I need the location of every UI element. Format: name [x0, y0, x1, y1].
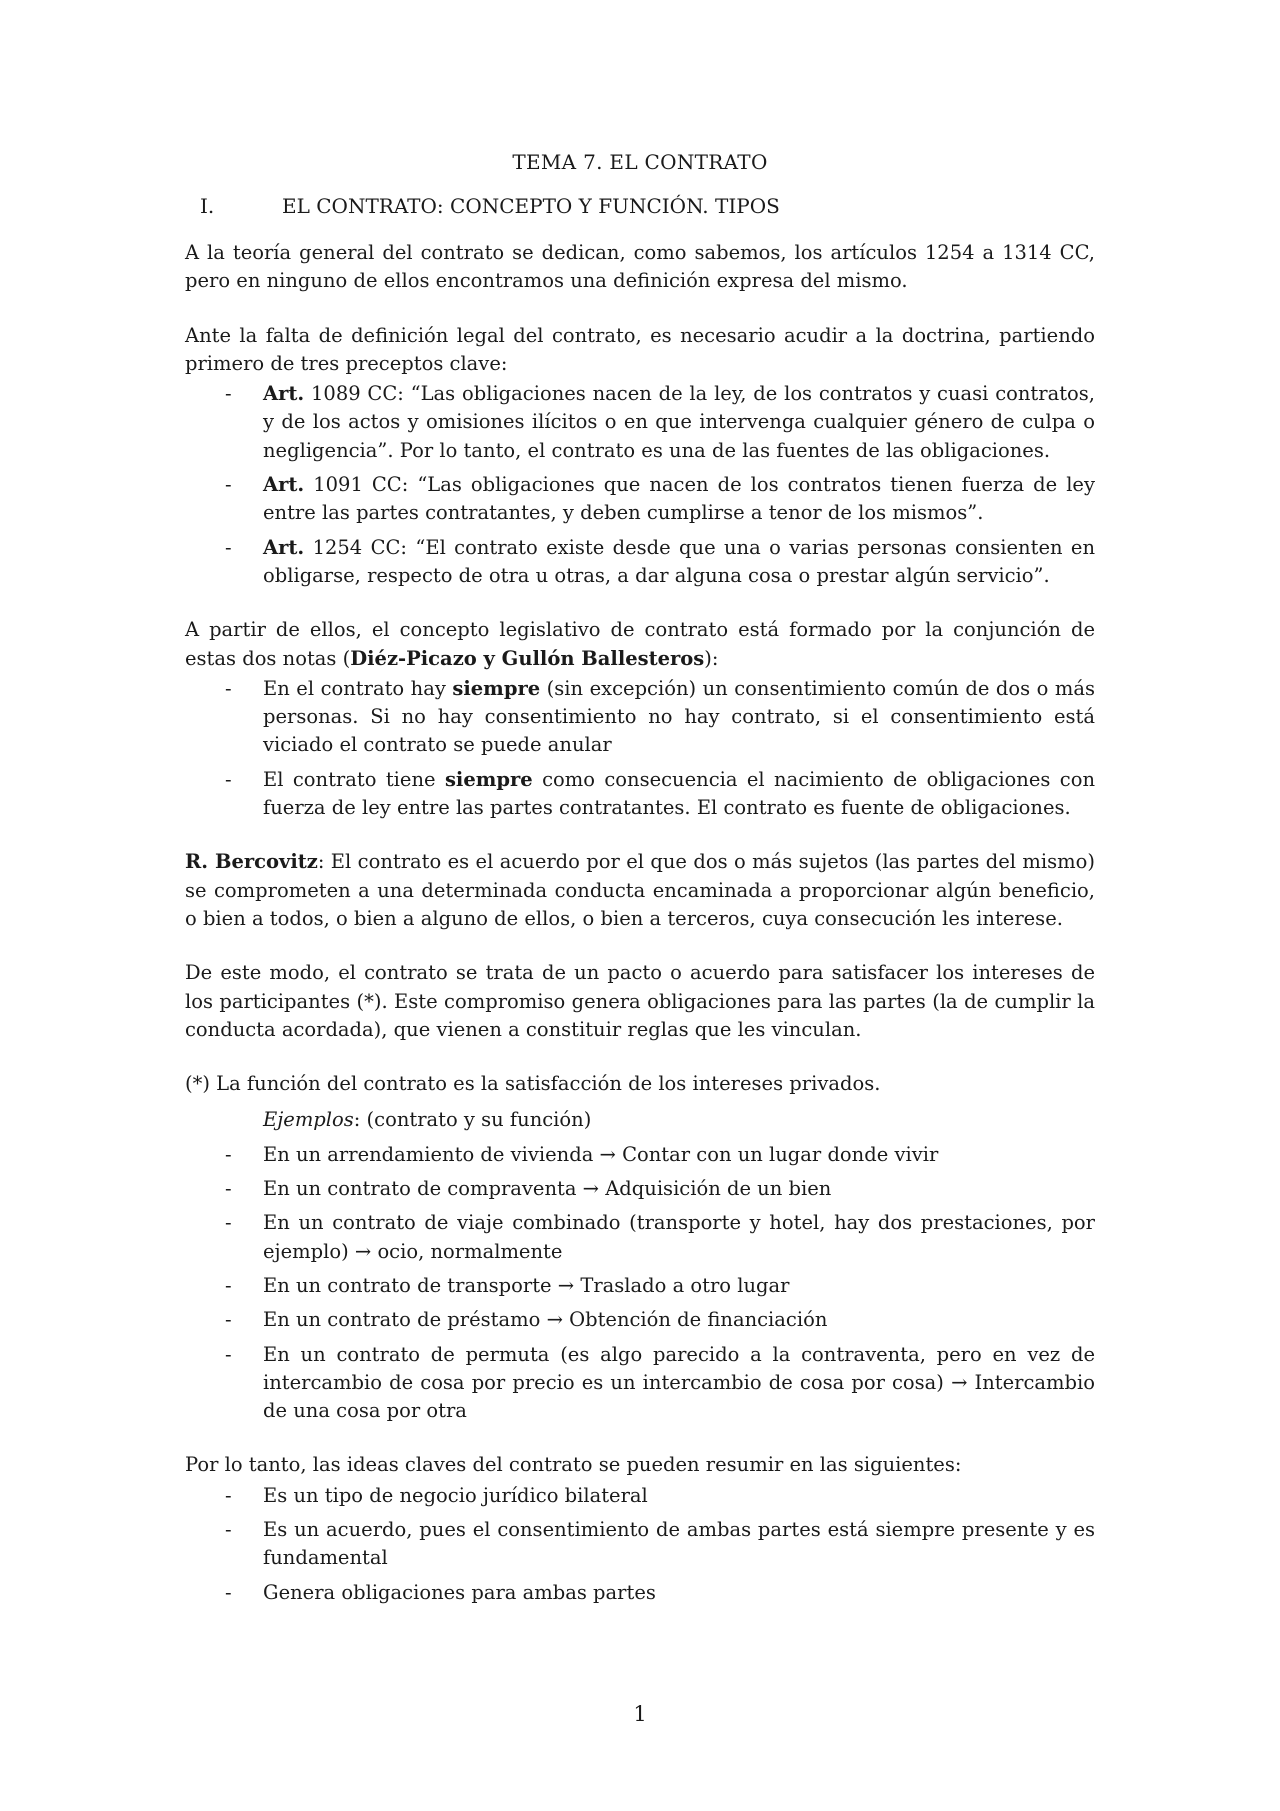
example-result: Traslado a otro lugar [580, 1273, 790, 1297]
list-item [185, 1306, 1095, 1334]
arrow-icon: → [354, 1239, 372, 1263]
article-list [185, 380, 1095, 590]
list-item [185, 534, 1095, 591]
article-num: 1091 CC [313, 473, 402, 497]
bercovitz-text: : El contrato es el acuerdo por el que dos o más sujetos (las partes del mismo) se comprometen a una determinada conducta encaminada a proporcionar algún beneficio, o bien a todos, o bien a alguno de ellos, o bien a terceros, cuya consecución les interese. [185, 850, 1095, 930]
example-result: Contar con un lugar donde vivir [622, 1142, 939, 1166]
dash-bullet: - [225, 382, 232, 406]
example-text: En un contrato de transporte [263, 1273, 552, 1297]
example-text: En un contrato de compraventa [263, 1177, 577, 1201]
list-item [185, 1175, 1095, 1203]
article-ref: Art. [263, 473, 305, 497]
list-item [185, 471, 1095, 528]
list-item [185, 1272, 1095, 1300]
article-text: “El contrato existe desde que una o varias personas consienten en obligarse, respecto de otra u otras, a dar alguna cosa o prestar algún servicio”. [263, 535, 1096, 587]
author-name: R. Bercovitz [185, 850, 318, 874]
paragraph-pact: De este modo, el contrato se trata de un pacto o acuerdo para satisfacer los intereses de los participantes (*). Este compromiso genera obligaciones para las partes (la de cumplir la conducta acordada), que vienen a constituir reglas que les vinculan. [185, 961, 1095, 1041]
section-title: EL CONTRATO: CONCEPTO Y FUNCIÓN. TIPOS [282, 194, 780, 218]
list-item [185, 675, 1095, 760]
dash-bullet: - [225, 1342, 232, 1366]
article-text: “Las obligaciones que nacen de los contratos tienen fuerza de ley entre las partes contratantes, y deben cumplirse a tenor de los mismos”. [263, 473, 1095, 525]
examples-heading [185, 1106, 1095, 1134]
example-result: Adquisición de un bien [605, 1177, 832, 1201]
example-result: ocio, normalmente [377, 1239, 563, 1263]
example-result: Intercambio de una cosa por otra [263, 1370, 1096, 1423]
concept-pre: A partir de ellos, el concepto legislativo de contrato está formado por la conjunción de estas dos notas ( [185, 618, 1095, 670]
key-idea-text: Es un acuerdo, pues el consentimiento de ambas partes está siempre presente y es fundamental [263, 1517, 1095, 1570]
list-item [185, 1579, 1095, 1607]
dash-bullet: - [225, 1483, 232, 1507]
section-number: I. [200, 194, 215, 218]
dash-bullet: - [225, 1580, 232, 1604]
paragraph-function: (*) La función del contrato es la satisfacción de los intereses privados. [185, 1072, 881, 1096]
key-idea-text: Genera obligaciones para ambas partes [263, 1580, 656, 1604]
dash-bullet: - [225, 473, 232, 497]
dash-bullet: - [225, 1142, 232, 1166]
dash-bullet: - [225, 676, 232, 700]
list-item [185, 380, 1095, 465]
arrow-icon: → [582, 1177, 600, 1201]
example-text: En un arrendamiento de vivienda [263, 1142, 594, 1166]
example-text: En un contrato de permuta (es algo parecido a la contraventa, pero en vez de intercambio de cosa por precio es un intercambio de cosa por cosa) [263, 1342, 1095, 1394]
dash-bullet: - [225, 535, 232, 559]
article-sep: : [401, 473, 409, 497]
examples-list [185, 1141, 1095, 1426]
paragraph-definition-lead: Ante la falta de definición legal del contrato, es necesario acudir a la doctrina, partiendo primero de tres preceptos clave: [185, 323, 1095, 375]
dash-bullet: - [225, 1517, 232, 1541]
list-item [185, 766, 1095, 823]
arrow-icon: → [951, 1370, 968, 1394]
note-pre: En el contrato hay [263, 676, 453, 700]
note-post: como consecuencia el nacimiento de obligaciones con fuerza de ley entre las partes contratantes. El contrato es fuente de obligaciones. [263, 767, 1096, 820]
article-num: 1089 CC [311, 382, 398, 406]
arrow-icon: → [557, 1273, 575, 1297]
key-ideas-list [185, 1482, 1095, 1607]
article-sep: : [400, 535, 407, 559]
example-text: En un contrato de viaje combinado (transporte y hotel, hay dos prestaciones, por ejemplo) [263, 1211, 1095, 1263]
article-num: 1254 CC [312, 535, 401, 559]
key-idea-text: Es un tipo de negocio jurídico bilateral [263, 1483, 648, 1507]
examples-suffix: : (contrato y su función) [353, 1108, 592, 1132]
arrow-icon: → [546, 1308, 563, 1332]
document-title: TEMA 7. EL CONTRATO [512, 150, 768, 174]
concept-authors: Diéz-Picazo y Gullón Ballesteros [350, 646, 705, 670]
page-number: 1 [633, 1702, 647, 1726]
paragraph-concept [185, 616, 1095, 673]
article-sep: : [397, 382, 404, 406]
article-ref: Art. [263, 535, 305, 559]
article-text: “Las obligaciones nacen de la ley, de los contratos y cuasi contratos, y de los actos y omisiones ilícitos o en que intervenga cualquier género de culpa o negligencia”. Por lo tanto, el contrato es una de las fuentes de las obligaciones. [263, 382, 1095, 462]
dash-bullet: - [225, 1308, 232, 1332]
dash-bullet: - [225, 1211, 232, 1235]
paragraph-key-ideas: Por lo tanto, las ideas claves del contrato se pueden resumir en las siguientes: [185, 1453, 962, 1477]
document-body [185, 150, 1095, 1633]
notes-list [185, 675, 1095, 822]
list-item [185, 1341, 1095, 1426]
section-heading [200, 194, 1095, 218]
concept-post: ): [704, 646, 719, 670]
note-bold: siempre [452, 676, 541, 700]
list-item [185, 1482, 1095, 1510]
list-item [185, 1209, 1095, 1266]
dash-bullet: - [225, 1273, 232, 1297]
paragraph-intro: A la teoría general del contrato se dedican, como sabemos, los artículos 1254 a 1314 CC, pero en ninguno de ellos encontramos una definición expresa del mismo. [185, 241, 1095, 293]
list-item [185, 1516, 1095, 1573]
dash-bullet: - [225, 767, 232, 791]
examples-label: Ejemplos [263, 1108, 354, 1132]
paragraph-bercovitz [185, 848, 1095, 933]
note-bold: siempre [444, 767, 533, 791]
example-result: Obtención de financiación [569, 1308, 828, 1332]
note-post: (sin excepción) un consentimiento común de dos o más personas. Si no hay consentimiento no hay contrato, si el consentimiento está viciado el contrato se puede anular [263, 676, 1095, 757]
arrow-icon: → [599, 1142, 616, 1166]
note-pre: El contrato tiene [263, 767, 445, 791]
list-item [185, 1141, 1095, 1169]
example-text: En un contrato de préstamo [263, 1308, 541, 1332]
dash-bullet: - [225, 1177, 232, 1201]
article-ref: Art. [263, 382, 305, 406]
